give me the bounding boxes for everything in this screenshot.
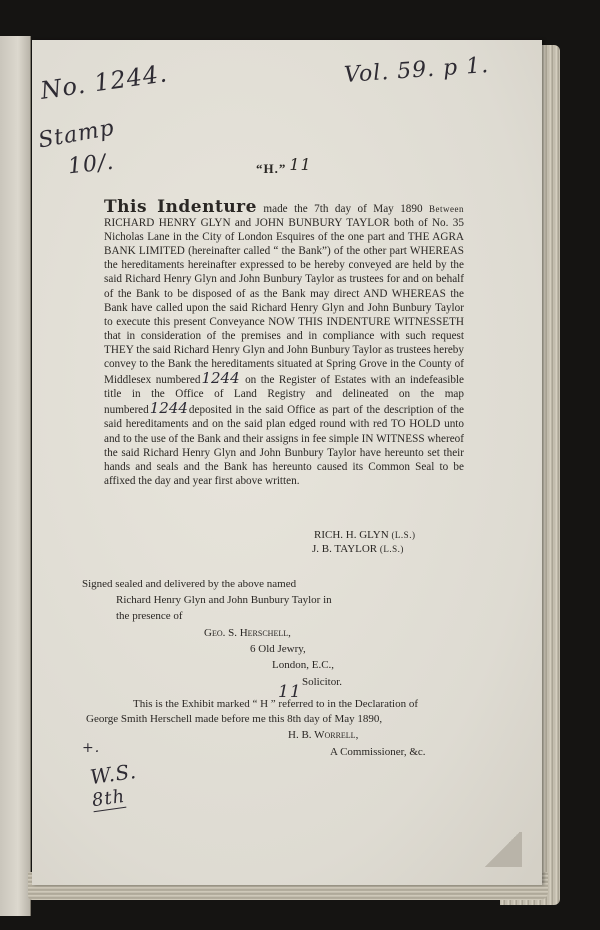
signature-glyn xyxy=(314,528,415,542)
deed-body xyxy=(104,197,464,488)
handwritten-mark: +. xyxy=(82,740,101,756)
witness-name: Geo. S. Herschell, xyxy=(204,627,291,639)
witness-address-1: 6 Old Jewry, xyxy=(250,643,306,655)
handwritten-stamp-duty: 10/. xyxy=(66,149,116,180)
deed-text-1: made the 7th day of May 1890 xyxy=(256,203,429,215)
handwritten-initials: W.S. xyxy=(88,758,139,790)
exhibit-handwritten-number: 11 xyxy=(289,155,312,174)
handwritten-stamp: Stamp xyxy=(36,115,117,154)
handwritten-date: 8th xyxy=(90,785,127,812)
exhibit-note-line-1: This is the Exhibit marked “ H ” referred to in the Declaration of xyxy=(133,698,418,710)
commissioner-role: A Commissioner, &c. xyxy=(330,746,426,758)
page-corner-curl xyxy=(482,832,522,867)
witness-line-3: the presence of xyxy=(116,610,183,622)
witness-role: Solicitor. xyxy=(302,676,343,688)
exhibit-label: “H.” xyxy=(256,161,287,176)
handwritten-register-number: 1244 xyxy=(201,369,240,388)
deed-opening: This Indenture xyxy=(104,197,257,217)
deed-between: Between xyxy=(429,204,464,214)
exhibit-note-line-2: George Smith Herschell made before me this 8th day of May 1890, xyxy=(86,713,383,725)
deed-text-2: RICHARD HENRY GLYN and JOHN BUNBURY TAYLOR both of No. 35 Nicholas Lane in the City of London Esquires of the one part and THE AGRA BANK LIMITED (hereinafter called “ the Bank”) of the other part WHEREAS the hereditaments hereinafter expressed to be hereby conveyed are held by the said Richard Henry Glyn and John Bunbury Taylor as trustees for and on behalf of the Bank to be disposed of as the Bank may direct AND WHEREAS the Bank have called upon the said Richard Henry Glyn and John Bunbury Taylor to execute this present Conveyance NOW THIS INDENTURE WITNESSETH that in consideration of the premises and in compliance with such request THEY the said Richard Henry Glyn and John Bunbury Taylor as trustees hereby convey to the Bank the hereditaments situated at Spring Grove in the County of Middlesex numbered xyxy=(104,217,464,387)
document-page xyxy=(32,40,542,885)
witness-line-2: Richard Henry Glyn and John Bunbury Taylor in xyxy=(116,594,332,606)
seal-mark: (L.S.) xyxy=(391,530,416,540)
handwritten-exhibit-number: 11 xyxy=(278,682,302,702)
exhibit-heading xyxy=(256,155,312,177)
deed-text-3: on the Register of Estates with an indefeasible title in the Office of Land Registry and delineated on the map numbered xyxy=(104,374,464,417)
handwritten-number: No. 1244. xyxy=(38,59,170,105)
commissioner-name: H. B. Worrell, xyxy=(288,729,359,741)
seal-mark: (L.S.) xyxy=(379,544,404,554)
handwritten-map-number: 1244 xyxy=(149,399,188,418)
signature-name: RICH. H. GLYN xyxy=(314,529,389,541)
signature-taylor xyxy=(312,542,404,556)
left-page-edge xyxy=(0,36,31,916)
handwritten-volume: Vol. 59. p 1. xyxy=(343,52,490,89)
signature-name: J. B. TAYLOR xyxy=(312,543,378,555)
deed-text-4: deposited in the said Office as part of the description of the said hereditaments and on the said plan edged round with red TO HOLD unto and to the use of the Bank and their assigns in fee simple IN WITNESS whereof the said Richard Henry Glyn and John Bunbury Taylor have hereunto set their hands and seals and the Bank has hereunto caused its Common Seal to be affixed the day and year first above written. xyxy=(104,404,464,487)
witness-address-2: London, E.C., xyxy=(272,659,335,671)
witness-line-1: Signed sealed and delivered by the above named xyxy=(82,578,297,590)
